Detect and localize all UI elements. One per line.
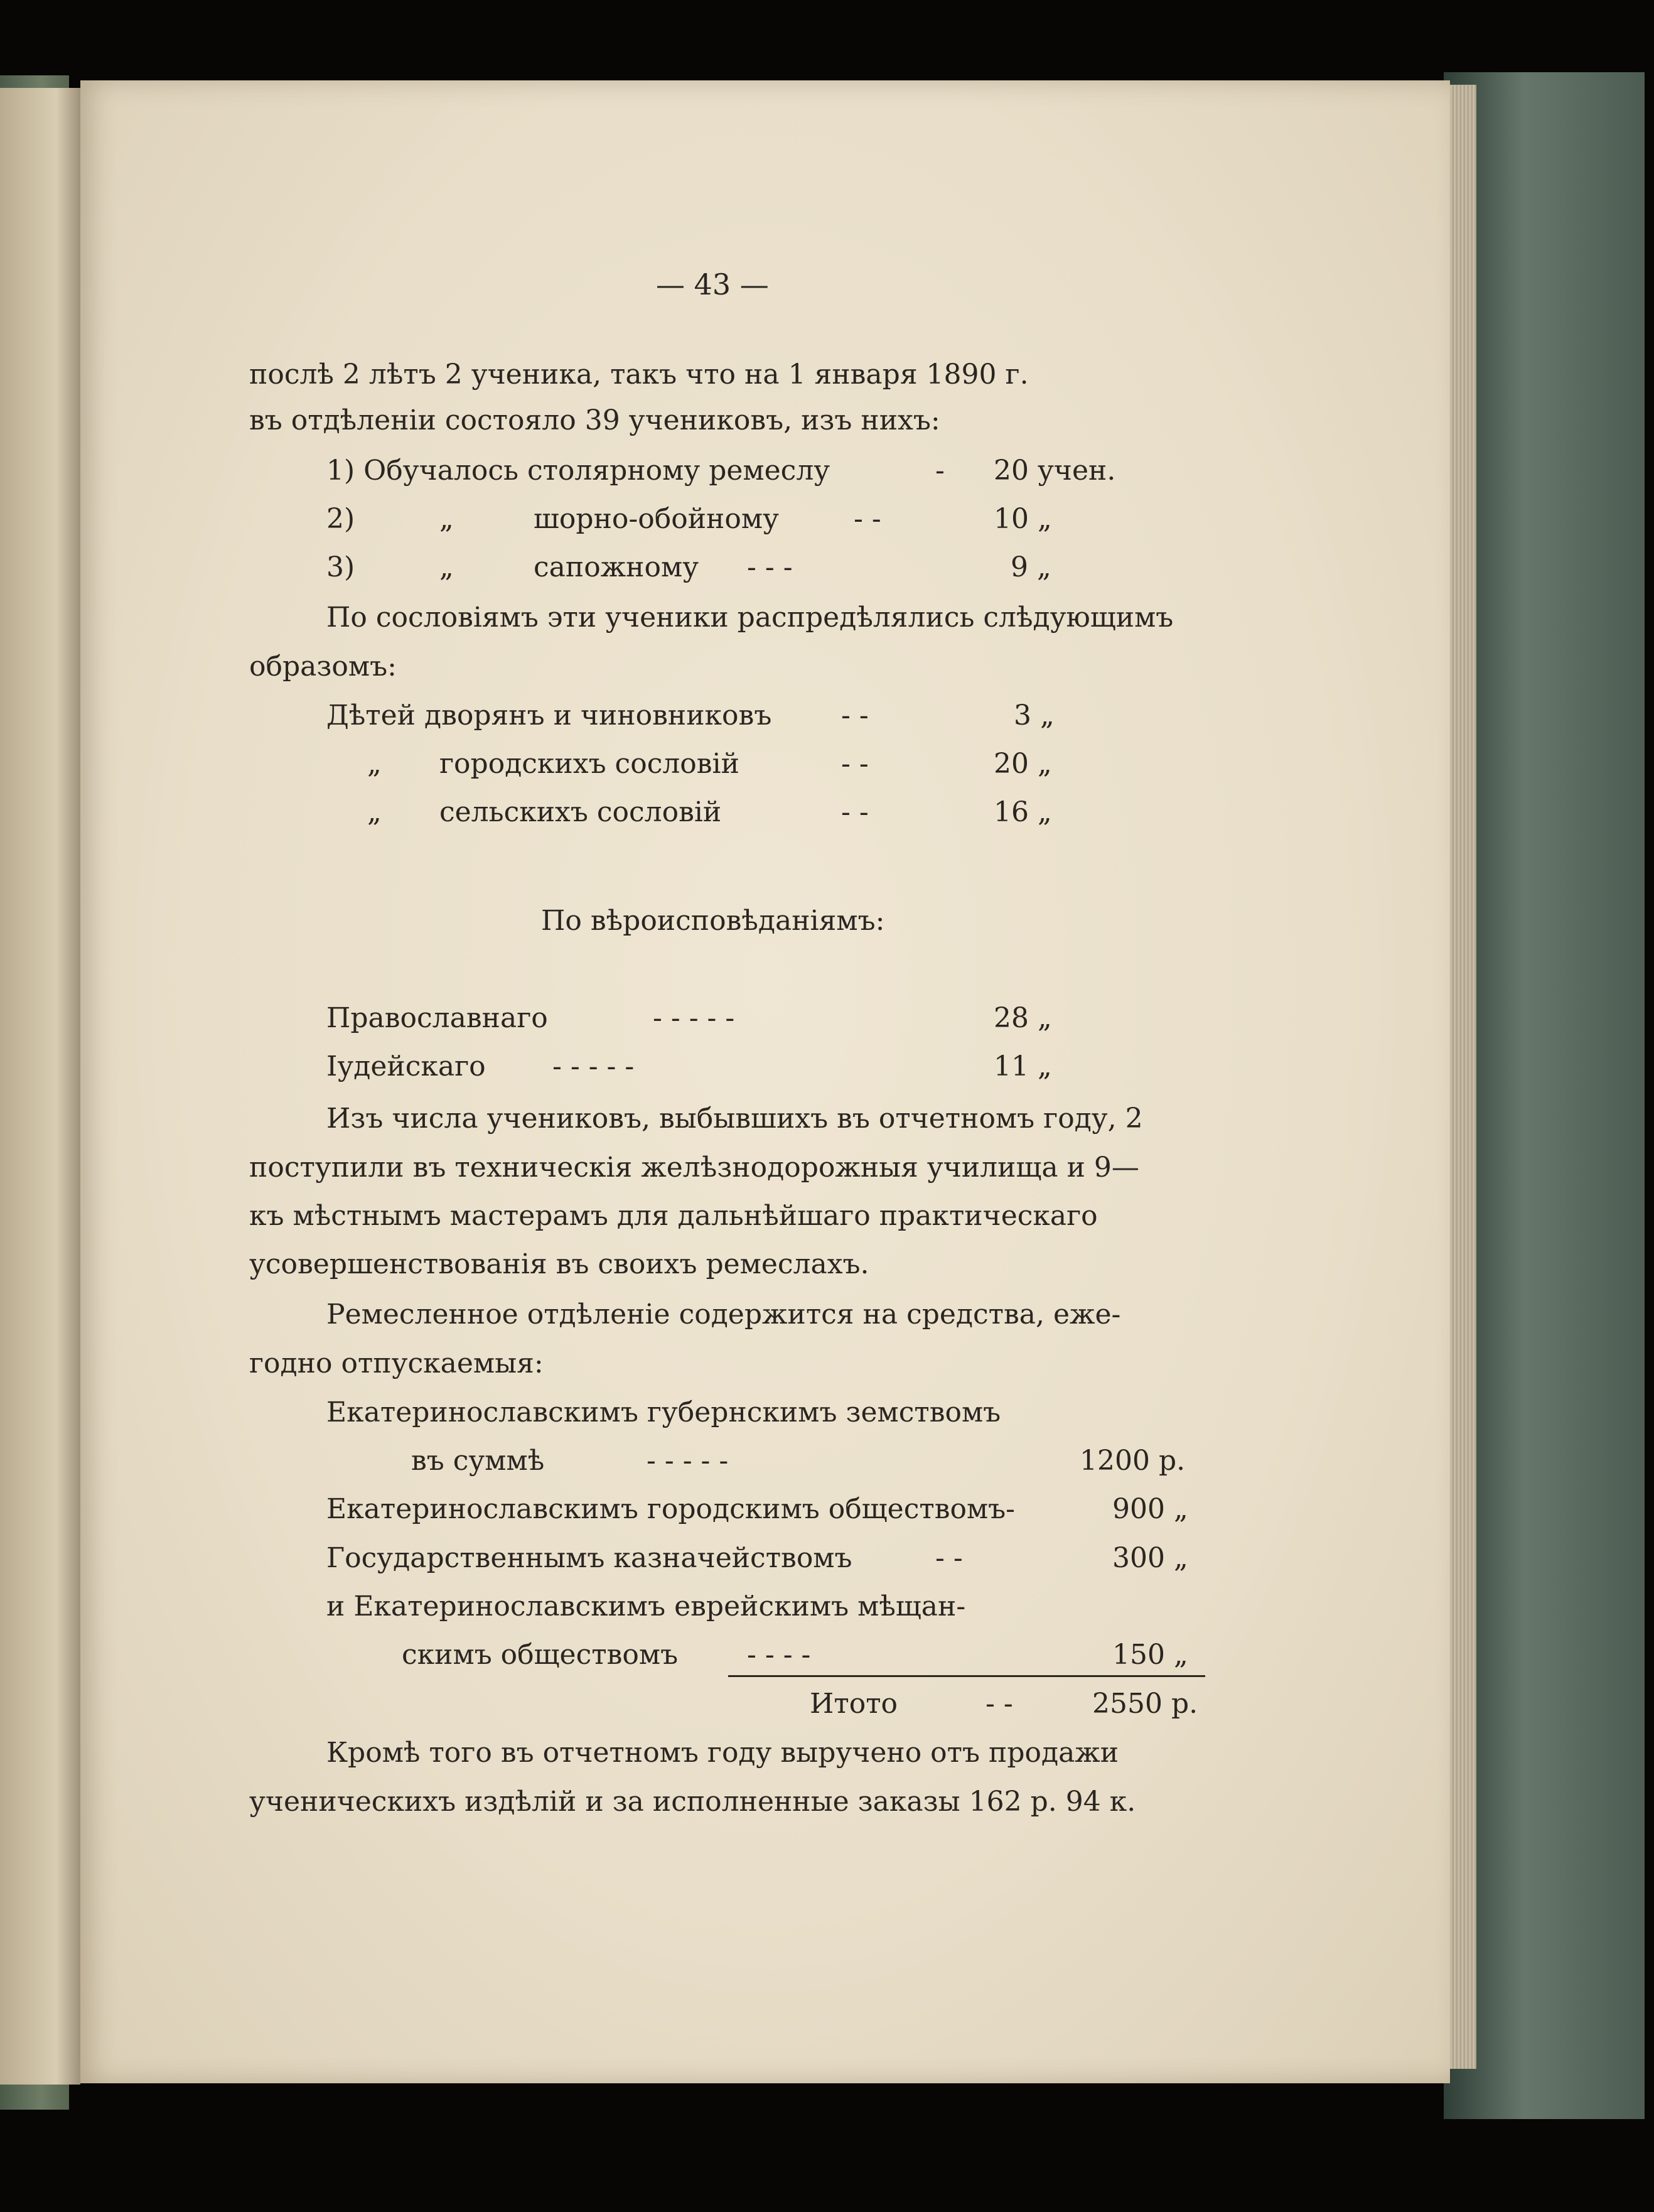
estate-1-label: Дѣтей дворянъ и чиновниковъ (326, 699, 772, 731)
funding-row1a: Екатеринославскимъ губернскимъ земствомъ (326, 1396, 1001, 1428)
funding-row4-value: 150 „ (1112, 1639, 1188, 1671)
religion-2-value: 11 „ (994, 1050, 1052, 1082)
craft-1-value: 20 учен. (994, 455, 1116, 487)
craft-3-ditto: „ (439, 551, 454, 583)
religion-heading: По вѣроисповѣданіямъ: (541, 905, 885, 937)
left-page-edge (0, 88, 80, 2085)
estate-2-label: городскихъ сословій (439, 748, 739, 780)
religion-2-label: Іудейскаго (326, 1050, 486, 1082)
craft-2-value: 10 „ (994, 503, 1052, 535)
para3-line4: усовершенствованія въ своихъ ремеслахъ. (249, 1248, 869, 1280)
estate-3-value: 16 „ (994, 796, 1052, 828)
para5-line2: ученическихъ издѣлій и за исполненные заказы 162 р. 94 к. (249, 1786, 1136, 1818)
estate-2-ditto: „ (367, 748, 382, 780)
craft-2-dash: - - (854, 503, 881, 535)
estate-3-label: сельскихъ сословій (439, 796, 722, 828)
estate-3-dash: - - (841, 796, 869, 828)
funding-total-dash: - - (985, 1688, 1013, 1720)
craft-1-label: 1) Обучалось столярному ремеслу (326, 455, 830, 487)
estate-1-dash: - - (841, 699, 869, 731)
religion-1-label: Православнаго (326, 1002, 548, 1034)
funding-row1b: въ суммѣ (411, 1445, 545, 1477)
para5-line1: Кромѣ того въ отчетномъ году выручено отъ продажи (326, 1737, 1119, 1769)
estate-3-ditto: „ (367, 796, 382, 828)
para3-line1: Изъ числа учениковъ, выбывшихъ въ отчетномъ году, 2 (326, 1103, 1143, 1135)
funding-row1-dash: - - - - - (647, 1445, 729, 1477)
page-number: — 43 — (656, 267, 769, 301)
craft-1-dash: - (935, 455, 945, 487)
para1-line2: въ отдѣленіи состояло 39 учениковъ, изъ нихъ: (249, 404, 940, 436)
craft-2-num: 2) (326, 503, 355, 535)
para2-line2: образомъ: (249, 650, 397, 682)
para1-line1: послѣ 2 лѣтъ 2 ученика, такъ что на 1 января 1890 г. (249, 359, 1029, 391)
craft-2-label: шорно-обойному (534, 503, 779, 535)
funding-row2-value: 900 „ (1112, 1493, 1188, 1525)
funding-total-label: Итото (810, 1688, 898, 1720)
para4-line1: Ремесленное отдѣленіе содержится на средства, еже- (326, 1298, 1121, 1330)
estate-1-value: 3 „ (1014, 699, 1055, 731)
para3-line2: поступили въ техническія желѣзнодорожныя училища и 9— (249, 1152, 1139, 1184)
funding-row4-dash: - - - - (747, 1639, 811, 1671)
funding-row2: Екатеринославскимъ городскимъ обществомъ- (326, 1493, 1016, 1525)
estate-2-dash: - - (841, 748, 869, 780)
sum-rule (728, 1675, 1205, 1677)
craft-3-num: 3) (326, 551, 355, 583)
religion-2-dash: - - - - - (552, 1050, 635, 1082)
funding-row4b: скимъ обществомъ (402, 1639, 679, 1671)
funding-row3: Государственнымъ казначействомъ (326, 1542, 852, 1574)
craft-3-label: сапожному (534, 551, 699, 583)
para4-line2: годно отпускаемыя: (249, 1347, 544, 1379)
religion-1-value: 28 „ (994, 1002, 1052, 1034)
craft-2-ditto: „ (439, 503, 454, 535)
religion-1-dash: - - - - - (653, 1002, 735, 1034)
funding-row4a: и Екатеринославскимъ еврейскимъ мѣщан- (326, 1590, 966, 1622)
estate-2-value: 20 „ (994, 748, 1052, 780)
para3-line3: къ мѣстнымъ мастерамъ для дальнѣйшаго практическаго (249, 1200, 1098, 1232)
funding-row3-dash: - - (935, 1542, 963, 1574)
para2-line1: По сословіямъ эти ученики распредѣлялись слѣдующимъ (326, 602, 1174, 634)
funding-total-value: 2550 р. (1092, 1688, 1198, 1720)
craft-3-value: 9 „ (1011, 551, 1051, 583)
funding-row3-value: 300 „ (1112, 1542, 1188, 1574)
funding-row1-value: 1200 р. (1080, 1445, 1186, 1477)
craft-3-dash: - - - (747, 551, 793, 583)
